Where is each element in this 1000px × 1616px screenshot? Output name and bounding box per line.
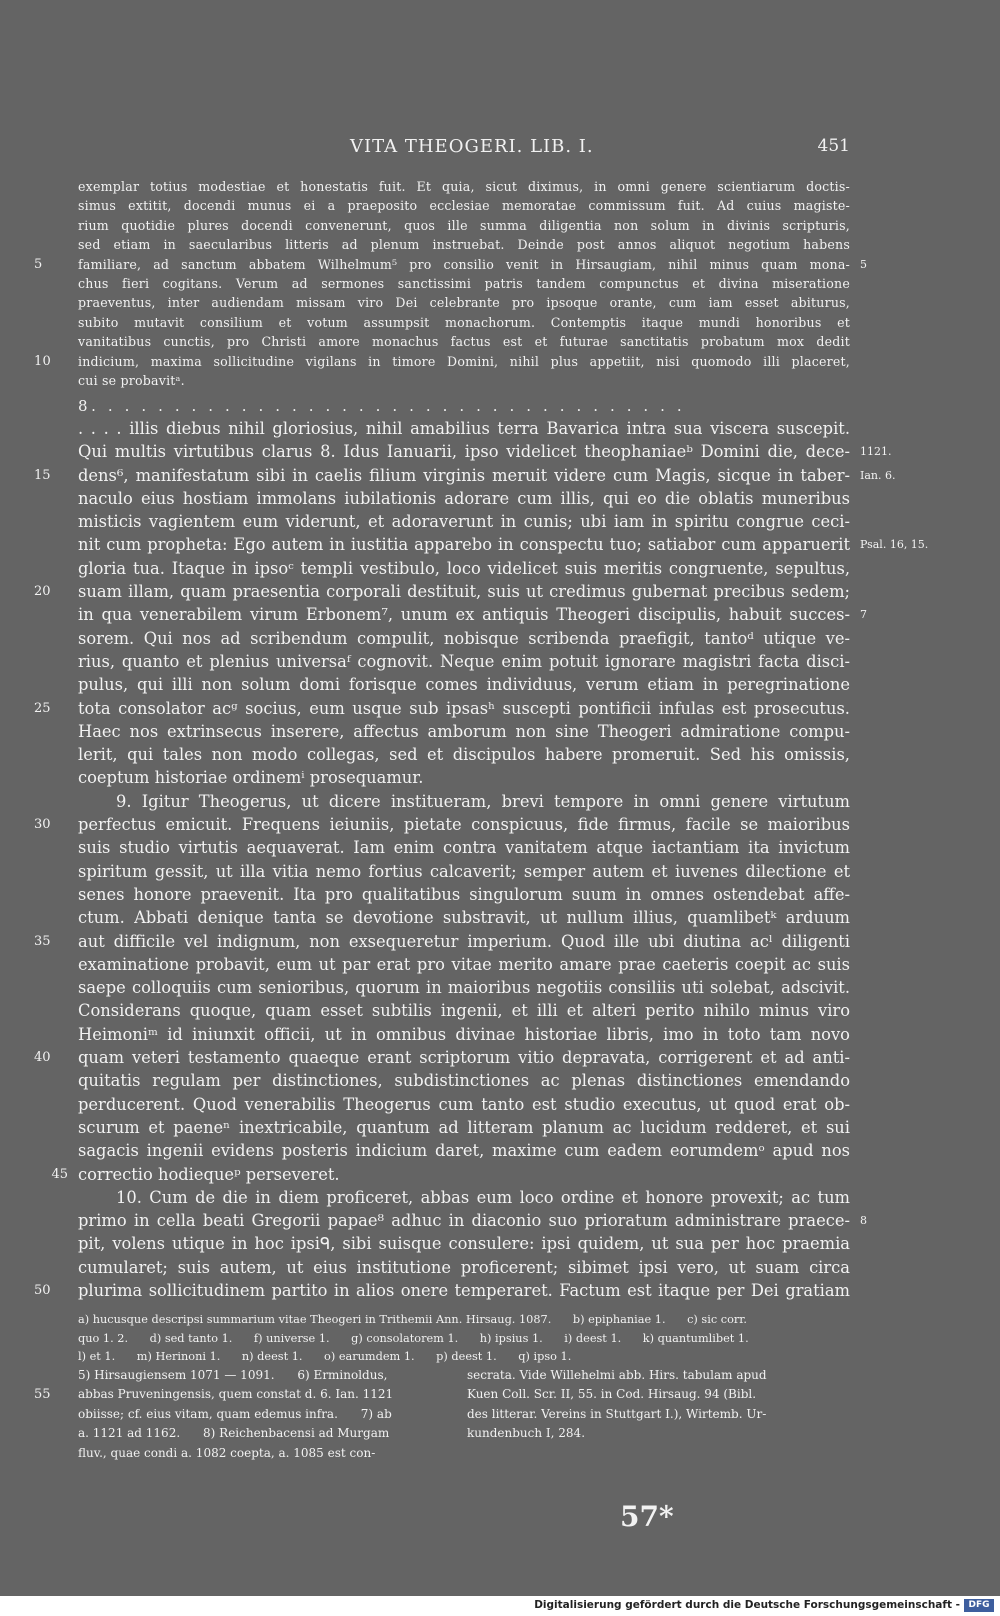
text-line: [34, 352, 850, 371]
line-text: pulus, qui illi non solum domi forisque comes individuus, verum etiam in peregrinatione: [78, 675, 850, 695]
line-number: 40: [34, 1050, 51, 1066]
text-line: [78, 1424, 448, 1443]
line-text: exemplar totius modestiae et honestatis fuit. Et quia, sicut diximus, in omni genere scientiarum doctis-: [78, 179, 850, 194]
text-line: [34, 464, 896, 487]
line-number: 15: [34, 467, 51, 483]
text-line: des litterar. Vereins in Stuttgart I.), Wirtemb. Ur-: [467, 1406, 767, 1421]
line-text: rius, quanto et plenius universaᶠ cognovit. Neque enim potuit ignorare magistri facta disci-: [78, 651, 850, 671]
text-line: [34, 1385, 448, 1404]
text-line: [78, 1232, 850, 1255]
text-line: [78, 1139, 850, 1162]
line-text: perfectus emicuit. Frequens ieiuniis, pietate conspicuus, fide firmus, facile se maioribus: [78, 815, 850, 835]
line-text: sorem. Qui nos ad scribendum compulit, nobisque scribenda praefigit, tantoᵈ utique ve-: [78, 628, 850, 648]
text-line: [78, 673, 850, 696]
text-line: [34, 697, 850, 720]
line-text: . . . . illis diebus nihil gloriosius, nihil amabilius terra Bavarica intra sua viscera suscepit.: [78, 419, 850, 438]
lacuna-line: 8. . . . . . . . . . . . . . . . . . . . . . . . . . . . . . . . . . . .: [78, 397, 686, 415]
line-text: correctio hodiequeᵖ perseveret.: [78, 1164, 340, 1184]
line-text: naculo eius hostiam immolans iubilationis adorare cum illis, qui eo die oblatis muneribus: [78, 488, 850, 508]
margin-note: Psal. 16, 15.: [860, 538, 929, 552]
line-text: misticis vagientem eum viderunt, et adoraverunt in cunis; ubi iam in spiritu congrue ceci-: [78, 512, 850, 532]
line-text: cui se probavitᵃ.: [78, 372, 185, 388]
line-text: Qui multis virtutibus clarus 8. Idus Ianuarii, ipso videlicet theophaniaeᵇ Domini die, dece-: [78, 442, 850, 462]
line-number: 25: [34, 700, 51, 716]
line-text: 10. Cum de die in diem proficeret, abbas eum loco ordine et honore provexit; ac tum: [116, 1187, 850, 1207]
text-line: [78, 743, 850, 766]
text-line: [51, 1163, 850, 1186]
digitization-footer: [0, 1596, 1000, 1616]
text-line: [78, 650, 850, 673]
text-line: [78, 766, 850, 789]
line-text: suam illam, quam praesentia corporali destituit, suis ut credimus gubernat precibus sedem;: [78, 582, 850, 602]
text-line: [78, 999, 850, 1022]
line-text: coeptum historiae ordinemⁱ prosequamur.: [78, 768, 424, 788]
text-line: [78, 510, 850, 533]
text-line: [78, 487, 850, 510]
line-text: nit cum propheta: Ego autem in iustitia apparebo in conspectu tuo; satiabor cum apparuerit: [78, 535, 850, 555]
line-number: 20: [34, 584, 51, 600]
text-line: [78, 557, 850, 580]
margin-note: 7: [860, 608, 867, 622]
text-line: [78, 235, 850, 254]
text-line: [78, 860, 850, 883]
text-line: [78, 1023, 850, 1046]
line-text: chus fieri cogitans. Verum ad sermones sanctissimi patris tandem compunctus et divina miseratione: [78, 275, 850, 291]
line-text: suis studio virtutis aequaverat. Iam enim contra vanitatem atque iactantiam ita invictum: [78, 838, 850, 858]
margin-note: 8: [860, 1214, 867, 1228]
footnotes-left-column: [34, 1366, 448, 1463]
text-line: [78, 533, 929, 556]
text-line: [34, 580, 850, 603]
text-line: [78, 790, 850, 813]
margin-note: Ian. 6.: [860, 468, 896, 482]
line-text: primo in cella beati Gregorii papae⁸ adhuc in diaconio suo prioratum administrare praece-: [78, 1211, 850, 1231]
line-text: senes honore praevenit. Ita pro qualitatibus singulorum suum in omnes ostendebat affe-: [78, 884, 850, 904]
line-number: 55: [34, 1387, 51, 1403]
line-text: ctum. Abbati denique tanta se devotione substravit, ut nullum illius, quamlibetᵏ arduum: [78, 908, 850, 928]
line-number: 5: [34, 256, 43, 272]
line-text: aut difficile vel indignum, non exsequeretur imperium. Quod ille ubi diutina acˡ diligenti: [78, 931, 850, 951]
dfg-logo: DFG: [964, 1599, 994, 1612]
line-text: a. 1121 ad 1162. 8) Reichenbacensi ad Murgam: [78, 1426, 390, 1441]
line-text: familiare, ad sanctum abbatem Wilhelmum⁵ pro consilio venit in Hirsaugiam, nihil minus quam mona-: [78, 256, 850, 272]
line-text: in qua venerabilem virum Erbonem⁷, unum ex antiquis Theogeri discipulis, habuit succes-: [78, 605, 850, 625]
line-text: quam veteri testamento quaeque erant scriptorum vitio depravata, corrigerent et ad anti-: [78, 1048, 850, 1068]
line-text: gloria tua. Itaque in ipsoᶜ templi vestibulo, loco videlicet suis meritis congruente, sepultus,: [78, 558, 850, 578]
page-number: 451: [817, 136, 850, 156]
text-line: [78, 976, 850, 999]
line-text: quitatis regulam per distinctiones, subdistinctiones ac plenas distinctiones emendando: [78, 1071, 850, 1091]
line-text: scurum et paeneⁿ inextricabile, quantum ad litteram planum ac lucidum redderet, et sui: [78, 1117, 850, 1137]
text-line: [78, 1256, 850, 1279]
passage-two: [34, 417, 929, 1302]
text-line: [34, 1046, 850, 1069]
line-text: sed etiam in saecularibus litteris ad plenum instruebat. Deinde post annos aliquot negotium habens: [78, 237, 850, 253]
line-text: 5) Hirsaugiensem 1071 — 1091. 6) Erminoldus,: [78, 1368, 388, 1382]
text-line: [78, 1366, 448, 1385]
text-line: [78, 720, 850, 743]
text-line: quo 1. 2. d) sed tanto 1. f) universe 1. g) consolatorem 1. h) ipsius 1. i) deest 1. k) quantumlibet 1.: [78, 1331, 749, 1345]
text-line: [78, 627, 850, 650]
line-text: obiisse; cf. eius vitam, quam edemus infra. 7) ab: [78, 1406, 392, 1421]
text-line: [78, 1405, 448, 1424]
text-line: [78, 177, 850, 196]
line-text: 9. Igitur Theogerus, ut dicere institueram, brevi tempore in omni genere virtutum: [116, 791, 850, 811]
margin-note: 1121.: [860, 445, 892, 459]
text-line: [78, 216, 850, 235]
line-text: indicium, maxima sollicitudine vigilans in timore Domini, nihil plus appetiit, nisi quomodo illi placeret,: [78, 353, 850, 369]
text-line: [78, 1093, 850, 1116]
footer-text: Digitalisierung gefördert durch die Deutsche Forschungsgemeinschaft -: [534, 1599, 960, 1611]
line-text: spiritum gessit, ut illa vitia nemo fortius calcaverit; semper autem et iuvenes dilectione et: [78, 861, 850, 881]
line-text: tota consolator acᵍ socius, eum usque sub ipsasʰ suscepti pontificii infulas est prosecutus.: [78, 698, 850, 718]
text-line: [78, 1444, 448, 1463]
line-text: pit, volens utique in hoc ipsiᑫ, sibi suisque consulere: ipsi quidem, ut sua per hoc praemia: [78, 1234, 850, 1254]
text-line: [78, 196, 850, 215]
text-line: [78, 274, 850, 293]
line-text: cumularet; suis autem, ut eius institutione proficerent; sibimet ipsi vero, ut suam circa: [78, 1257, 850, 1277]
text-line: [34, 1279, 850, 1302]
line-text: subito mutavit consilium et votum assumpsit monachorum. Contemptis itaque mundi honoribus et: [78, 314, 850, 330]
line-text: Haec nos extrinsecus inserere, affectus amborum non sine Theogeri admiratione compu-: [78, 721, 850, 741]
line-text: praeventus, inter audiendam missam viro Dei celebrante pro ipsoque orante, cum iam esset abiturus,: [78, 295, 850, 311]
line-number: 50: [34, 1282, 51, 1298]
footnotes-right-column: [467, 1366, 837, 1444]
text-line: [78, 440, 892, 463]
line-number: 35: [34, 933, 51, 949]
text-line: [78, 417, 850, 440]
text-line: [34, 813, 850, 836]
line-text: abbas Pruveningensis, quem constat d. 6. Ian. 1121: [78, 1387, 394, 1402]
text-line: [78, 1116, 850, 1139]
text-line: [78, 953, 850, 976]
line-text: fluv., quae condi a. 1082 coepta, a. 1085 est con-: [78, 1445, 376, 1460]
margin-note: 5: [860, 257, 868, 271]
line-text: Heimoniᵐ id iniunxit officii, ut in omnibus divinae historiae libris, imo in toto tam novo: [78, 1024, 850, 1044]
passage-one: [34, 177, 868, 390]
line-text: sagacis ingenii evidens posteris indicium daret, maxime cum eadem eorumdemᵒ apud nos: [78, 1141, 850, 1161]
text-line: [78, 883, 850, 906]
line-number: 10: [34, 353, 51, 369]
line-text: rium quotidie plures docendi convenerunt, quos ille summa diligentia non solum in divinis scripturis,: [78, 217, 850, 233]
sheet-number: 57*: [620, 1500, 674, 1533]
line-text: simus extitit, docendi munus ei a praeposito ecclesiae memoratae commissum fuit. Ad cuius magiste-: [78, 198, 850, 214]
text-line: [34, 255, 868, 274]
text-line: kundenbuch I, 284.: [467, 1426, 586, 1441]
line-text: vanitatibus cunctis, pro Christi amore monachus factus est et futurae sanctitatis probatum mox dedit: [78, 334, 850, 350]
text-line: Kuen Coll. Scr. II, 55. in Cod. Hirsaug. 94 (Bibl.: [467, 1387, 757, 1402]
line-number: 45: [51, 1166, 68, 1182]
line-text: perducerent. Quod venerabilis Theogerus cum tanto est studio executus, ut quod erat ob-: [78, 1094, 850, 1114]
text-line: [78, 906, 850, 929]
text-line: l) et 1. m) Herinoni 1. n) deest 1. o) earumdem 1. p) deest 1. q) ipso 1.: [78, 1350, 572, 1363]
text-line: [78, 313, 850, 332]
footnotes-letter: [78, 1311, 850, 1367]
line-text: plurima sollicitudinem partito in alios onere temperaret. Factum est itaque per Dei gratiam: [78, 1280, 850, 1300]
line-text: dens⁶, manifestatum sibi in caelis filium virginis meruit videre cum Magis, sicque in taber-: [78, 465, 850, 485]
text-line: [78, 1209, 867, 1232]
line-text: saepe colloquiis cum senioribus, quorum in maioribus negotiis consiliis uti solebat, adscivit.: [78, 978, 850, 998]
text-line: [78, 1186, 850, 1209]
text-line: [34, 930, 850, 953]
text-line: secrata. Vide Willehelmi abb. Hirs. tabulam apud: [467, 1368, 767, 1382]
line-text: examinatione probavit, eum ut par erat pro vitae merito amare prae caeteris coepit ac suis: [78, 954, 850, 974]
line-number: 30: [34, 817, 51, 833]
text-line: [78, 371, 850, 390]
running-title: VITA THEOGERI. LIB. I.: [350, 136, 594, 157]
text-line: a) hucusque descripsi summarium vitae Theogeri in Trithemii Ann. Hirsaug. 1087. b) epiphaniae 1. c) sic corr.: [78, 1313, 748, 1326]
text-line: [78, 293, 850, 312]
line-text: lerit, qui tales non modo collegas, sed et discipulos habere promeruit. Sed his omissis,: [78, 745, 850, 765]
line-text: Considerans quoque, quam esset subtilis ingenii, et illi et alteri perito nihilo minus viro: [78, 1001, 850, 1021]
text-line: [78, 603, 867, 626]
text-line: [78, 836, 850, 859]
text-line: [78, 1069, 850, 1092]
text-line: [78, 332, 850, 351]
running-header: [0, 136, 1000, 166]
